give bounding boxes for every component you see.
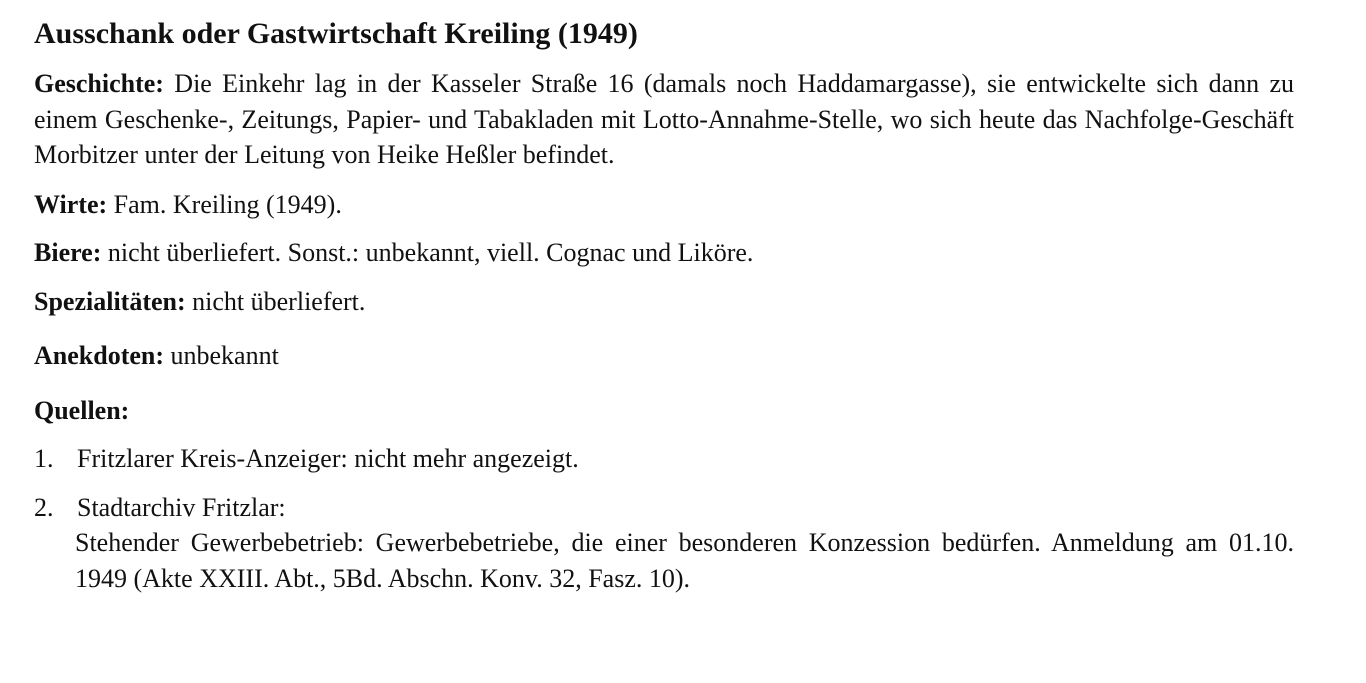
geschichte-paragraph (34, 66, 1294, 173)
biere-text: nicht überliefert. Sonst.: unbekannt, viell. Cognac und Liköre. (101, 238, 754, 267)
quellen-item (34, 441, 1294, 477)
quellen-item-text: Fritzlarer Kreis-Anzeiger: nicht mehr angezeigt. (77, 444, 579, 473)
quellen-item-number: 2. (34, 492, 54, 522)
anekdoten-label: Anekdoten: (34, 341, 165, 370)
spezialitaeten-paragraph (34, 284, 1294, 320)
quellen-list (34, 441, 1294, 596)
anekdoten-paragraph (34, 338, 1294, 374)
anekdoten-text: unbekannt (164, 341, 279, 370)
wirte-text: Fam. Kreiling (1949). (107, 189, 342, 219)
document-title: Ausschank oder Gastwirtschaft Kreiling (1949) (34, 17, 638, 50)
spezialitaeten-text: nicht überliefert. (185, 286, 366, 316)
geschichte-label: Geschichte: (34, 69, 164, 98)
quellen-item-text: Stadtarchiv Fritzlar: (77, 492, 286, 522)
geschichte-text: Die Einkehr lag in der Kasseler Straße 16 (damals noch Haddamargasse), sie entwickelte sich dann zu einem Geschenke-, Zeitungs, Papier- und Tabakladen mit Lotto-Annahme-Stelle, wo sich heute das Nachfolge-Geschäft Morbitzer unter der Leitung von Heike Heßler befindet. (34, 69, 1294, 169)
quellen-label: Quellen: (34, 395, 130, 425)
biere-label: Biere: (34, 238, 102, 267)
document-page (34, 14, 1294, 596)
wirte-paragraph (34, 187, 1294, 223)
biere-paragraph (34, 235, 1294, 271)
quellen-item (34, 490, 1294, 597)
quellen-item-detail: Stehender Gewerbebetrieb: Gewerbebetriebe, die einer besonderen Konzession bedürfen. Anmeldung am 01.10. 1949 (Akte XXIII. Abt., 5Bd. Abschn. Konv. 32, Fasz. 10). (75, 528, 1294, 593)
quellen-heading (34, 393, 1294, 429)
spezialitaeten-label: Spezialitäten: (34, 286, 186, 316)
wirte-label: Wirte: (34, 189, 108, 219)
quellen-item-number: 1. (34, 444, 54, 473)
